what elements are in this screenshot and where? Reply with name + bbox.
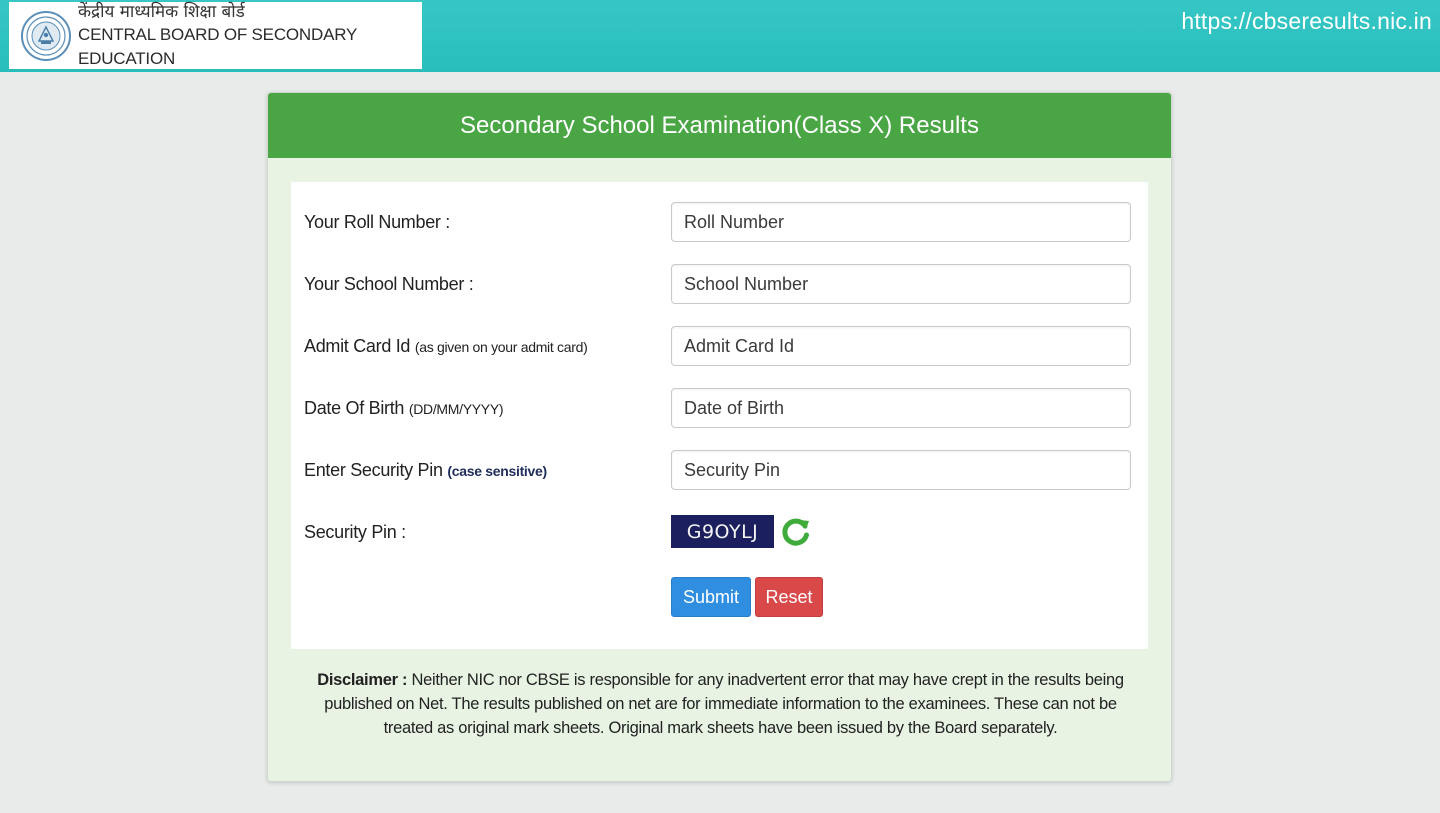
reset-button[interactable]: Reset bbox=[755, 577, 823, 617]
roll-number-input[interactable] bbox=[671, 202, 1131, 242]
logo-english-text: CENTRAL BOARD OF SECONDARY EDUCATION bbox=[78, 24, 357, 68]
security-pin-input[interactable] bbox=[671, 450, 1131, 490]
security-pin-hint: (case sensitive) bbox=[447, 463, 547, 479]
security-pin-display-label: Security Pin : bbox=[304, 522, 406, 542]
date-of-birth-label: Date Of Birth (DD/MM/YYYY) bbox=[304, 398, 504, 418]
date-of-birth-row bbox=[291, 388, 1148, 428]
admit-card-row bbox=[291, 326, 1148, 366]
disclaimer-text: Neither NIC nor CBSE is responsible for any inadvertent error that may have crept in the results being published on Net. The results published on net are for immediate information to the examinees. These can not be treated as original mark sheets. Original mark sheets have been issued by the Board separately. bbox=[324, 671, 1124, 737]
captcha-image: G9OYLJ bbox=[671, 515, 774, 548]
cbse-emblem-icon bbox=[20, 10, 72, 62]
logo-hindi-text: केंद्रीय माध्यमिक शिक्षा बोर्ड bbox=[78, 1, 245, 22]
security-pin-input-row bbox=[291, 450, 1148, 490]
school-number-row bbox=[291, 264, 1148, 304]
security-pin-input-label: Enter Security Pin (case sensitive) bbox=[304, 460, 547, 480]
refresh-icon[interactable] bbox=[779, 514, 813, 548]
panel-title: Secondary School Examination(Class X) Results bbox=[268, 93, 1171, 158]
school-number-label: Your School Number : bbox=[304, 274, 474, 294]
admit-card-input[interactable] bbox=[671, 326, 1131, 366]
admit-card-label: Admit Card Id (as given on your admit card) bbox=[304, 336, 588, 356]
submit-button[interactable]: Submit bbox=[671, 577, 751, 617]
result-panel bbox=[267, 92, 1172, 782]
roll-number-label: Your Roll Number : bbox=[304, 212, 451, 232]
school-number-input[interactable] bbox=[671, 264, 1131, 304]
security-pin-display-row bbox=[291, 512, 1148, 552]
disclaimer bbox=[298, 668, 1143, 740]
top-bar bbox=[0, 0, 1440, 72]
result-form bbox=[291, 182, 1148, 649]
date-of-birth-hint: (DD/MM/YYYY) bbox=[408, 401, 504, 417]
cbse-logo[interactable] bbox=[9, 2, 422, 69]
admit-card-hint: (as given on your admit card) bbox=[414, 339, 588, 355]
roll-number-row bbox=[291, 202, 1148, 242]
site-url: https://cbseresults.nic.in bbox=[1181, 8, 1432, 34]
date-of-birth-input[interactable] bbox=[671, 388, 1131, 428]
disclaimer-heading: Disclaimer : bbox=[317, 671, 408, 689]
